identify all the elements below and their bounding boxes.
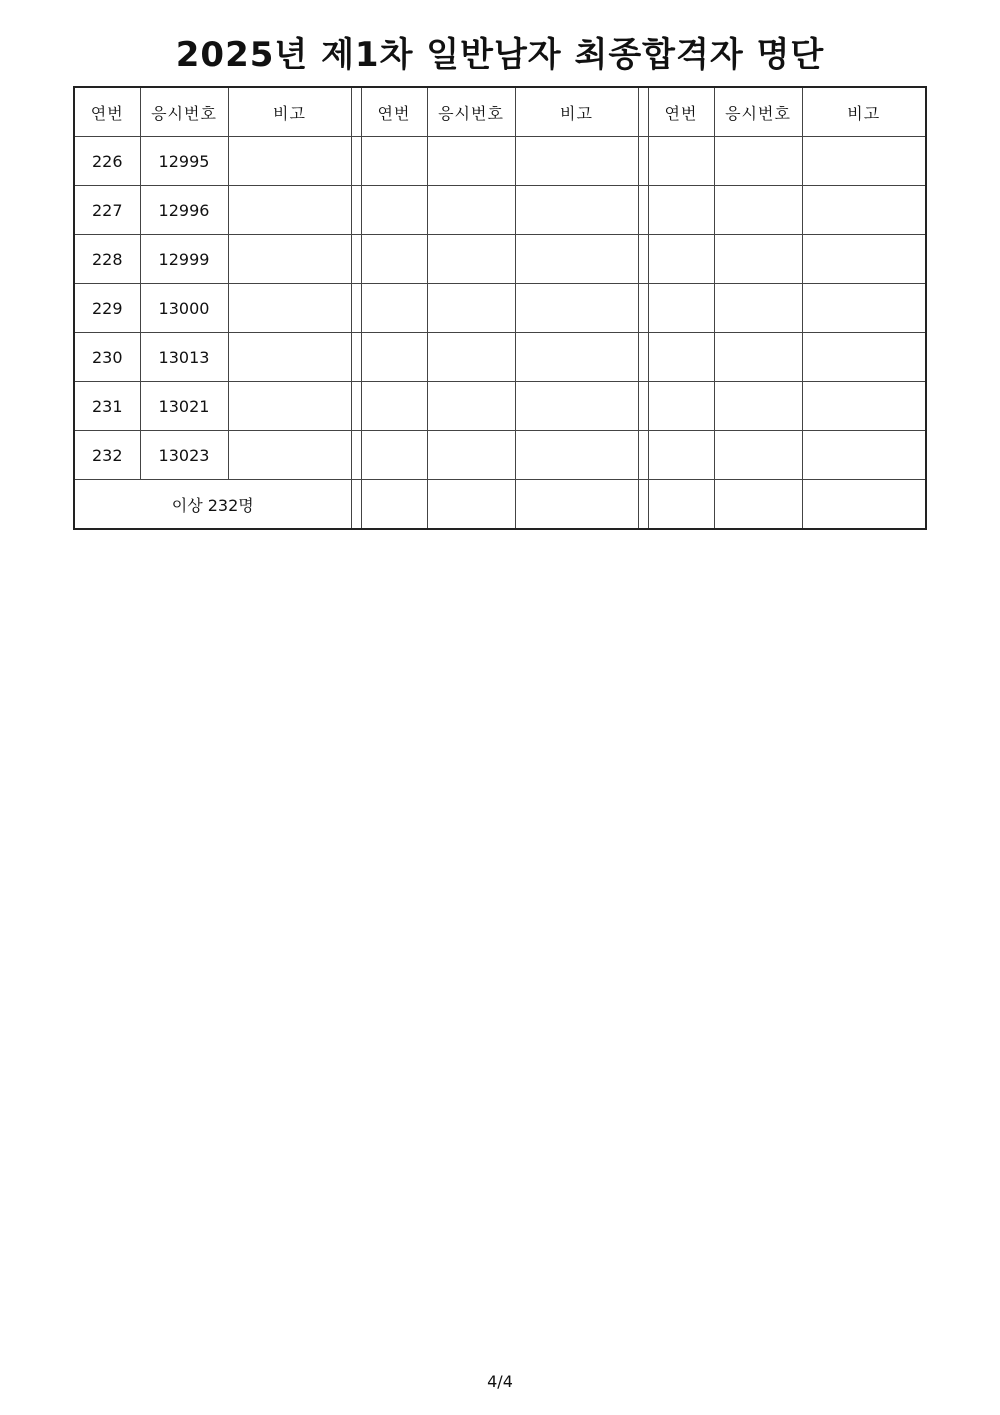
header-exam-no: 응시번호 xyxy=(714,87,802,137)
column-divider xyxy=(638,87,648,137)
empty-cell xyxy=(648,235,714,284)
empty-cell xyxy=(515,431,638,480)
empty-cell xyxy=(802,284,926,333)
empty-cell xyxy=(361,333,427,382)
empty-cell xyxy=(714,186,802,235)
seq-cell: 227 xyxy=(74,186,140,235)
column-divider xyxy=(351,431,361,480)
note-cell xyxy=(228,333,351,382)
empty-cell xyxy=(361,382,427,431)
exam-no-cell: 13021 xyxy=(140,382,228,431)
empty-cell xyxy=(714,431,802,480)
seq-cell: 232 xyxy=(74,431,140,480)
empty-cell xyxy=(802,186,926,235)
empty-cell xyxy=(648,382,714,431)
note-cell xyxy=(228,382,351,431)
header-exam-no: 응시번호 xyxy=(140,87,228,137)
page-title: 2025년 제1차 일반남자 최종합격자 명단 xyxy=(175,35,825,75)
table-row xyxy=(74,333,926,382)
empty-cell xyxy=(427,382,515,431)
empty-cell xyxy=(802,333,926,382)
empty-cell xyxy=(714,480,802,530)
empty-cell xyxy=(648,333,714,382)
empty-cell xyxy=(648,186,714,235)
note-cell xyxy=(228,284,351,333)
header-row xyxy=(74,87,926,137)
header-note: 비고 xyxy=(802,87,926,137)
empty-cell xyxy=(802,480,926,530)
column-divider xyxy=(638,431,648,480)
empty-cell xyxy=(361,137,427,186)
empty-cell xyxy=(427,284,515,333)
empty-cell xyxy=(714,137,802,186)
empty-cell xyxy=(361,284,427,333)
empty-cell xyxy=(515,480,638,530)
empty-cell xyxy=(802,431,926,480)
empty-cell xyxy=(361,235,427,284)
empty-cell xyxy=(802,137,926,186)
column-divider xyxy=(638,186,648,235)
column-divider xyxy=(638,382,648,431)
column-divider xyxy=(638,284,648,333)
empty-cell xyxy=(648,284,714,333)
empty-cell xyxy=(714,382,802,431)
empty-cell xyxy=(515,382,638,431)
empty-cell xyxy=(714,284,802,333)
seq-cell: 229 xyxy=(74,284,140,333)
table-row xyxy=(74,137,926,186)
column-divider xyxy=(638,235,648,284)
empty-cell xyxy=(361,186,427,235)
header-seq: 연번 xyxy=(74,87,140,137)
column-divider xyxy=(638,137,648,186)
exam-no-cell: 13000 xyxy=(140,284,228,333)
empty-cell xyxy=(361,480,427,530)
table-row xyxy=(74,382,926,431)
column-divider xyxy=(638,333,648,382)
results-table xyxy=(73,86,927,530)
table-row xyxy=(74,235,926,284)
empty-cell xyxy=(802,382,926,431)
column-divider xyxy=(351,382,361,431)
column-divider xyxy=(351,186,361,235)
summary-row xyxy=(74,480,926,530)
header-note: 비고 xyxy=(515,87,638,137)
empty-cell xyxy=(427,333,515,382)
empty-cell xyxy=(427,431,515,480)
header-exam-no: 응시번호 xyxy=(427,87,515,137)
empty-cell xyxy=(648,431,714,480)
empty-cell xyxy=(427,480,515,530)
empty-cell xyxy=(515,137,638,186)
header-seq: 연번 xyxy=(361,87,427,137)
table-row xyxy=(74,186,926,235)
column-divider xyxy=(351,284,361,333)
column-divider xyxy=(351,333,361,382)
note-cell xyxy=(228,186,351,235)
summary-total: 이상 232명 xyxy=(74,480,351,530)
exam-no-cell: 13023 xyxy=(140,431,228,480)
column-divider xyxy=(351,235,361,284)
empty-cell xyxy=(802,235,926,284)
column-divider xyxy=(351,87,361,137)
empty-cell xyxy=(714,333,802,382)
column-divider xyxy=(351,480,361,530)
exam-no-cell: 13013 xyxy=(140,333,228,382)
empty-cell xyxy=(361,431,427,480)
note-cell xyxy=(228,137,351,186)
empty-cell xyxy=(515,186,638,235)
table-row xyxy=(74,284,926,333)
empty-cell xyxy=(427,137,515,186)
empty-cell xyxy=(515,284,638,333)
empty-cell xyxy=(648,137,714,186)
exam-no-cell: 12995 xyxy=(140,137,228,186)
header-note: 비고 xyxy=(228,87,351,137)
seq-cell: 230 xyxy=(74,333,140,382)
table-row xyxy=(74,431,926,480)
empty-cell xyxy=(515,333,638,382)
empty-cell xyxy=(427,235,515,284)
column-divider xyxy=(638,480,648,530)
empty-cell xyxy=(648,480,714,530)
page-number: 4/4 xyxy=(487,1372,513,1391)
header-seq: 연번 xyxy=(648,87,714,137)
column-divider xyxy=(351,137,361,186)
seq-cell: 228 xyxy=(74,235,140,284)
empty-cell xyxy=(714,235,802,284)
seq-cell: 226 xyxy=(74,137,140,186)
exam-no-cell: 12996 xyxy=(140,186,228,235)
exam-no-cell: 12999 xyxy=(140,235,228,284)
seq-cell: 231 xyxy=(74,382,140,431)
empty-cell xyxy=(427,186,515,235)
note-cell xyxy=(228,235,351,284)
empty-cell xyxy=(515,235,638,284)
note-cell xyxy=(228,431,351,480)
